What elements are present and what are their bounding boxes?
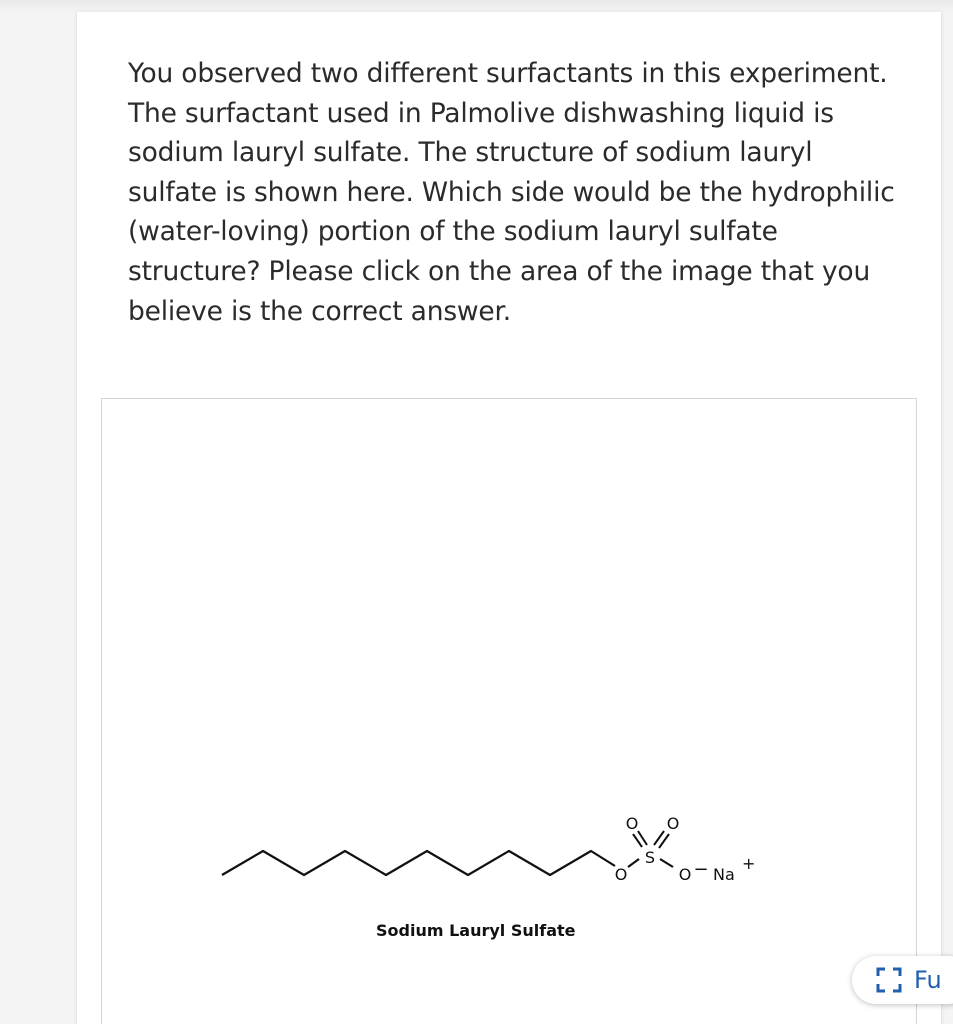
cation-charge: +	[742, 854, 756, 873]
atom-o-top-left[interactable]: O	[625, 814, 639, 833]
structure-caption: Sodium Lauryl Sulfate	[376, 921, 576, 940]
bond-s-o	[660, 859, 673, 867]
question-text: You observed two different surfactants in this experiment. The surfactant used in Palmolive dishwashing liquid is sodium lauryl sulfate. The structure of sodium lauryl sulfate is shown here. Which side would be the hydrophilic (water-loving) portion of the sodium lauryl sulfate structure? Please click on the area of the image that you believe is the correct answer.	[128, 58, 895, 327]
hotspot-image[interactable]	[101, 398, 917, 1024]
fullscreen-icon	[876, 967, 902, 993]
atom-o-anion[interactable]: O	[678, 865, 692, 884]
fullscreen-button[interactable]	[852, 956, 953, 1004]
atom-o-top-right[interactable]: O	[666, 814, 680, 833]
atom-s[interactable]: S	[644, 848, 656, 867]
anion-charge: −	[693, 859, 709, 880]
bond-o-s	[628, 859, 639, 867]
cation-label[interactable]: Na	[713, 865, 735, 884]
question-card	[76, 12, 942, 1024]
alkyl-chain[interactable]	[222, 851, 615, 875]
fullscreen-label: Fu	[914, 966, 942, 994]
atom-o-ester[interactable]: O	[614, 865, 628, 884]
